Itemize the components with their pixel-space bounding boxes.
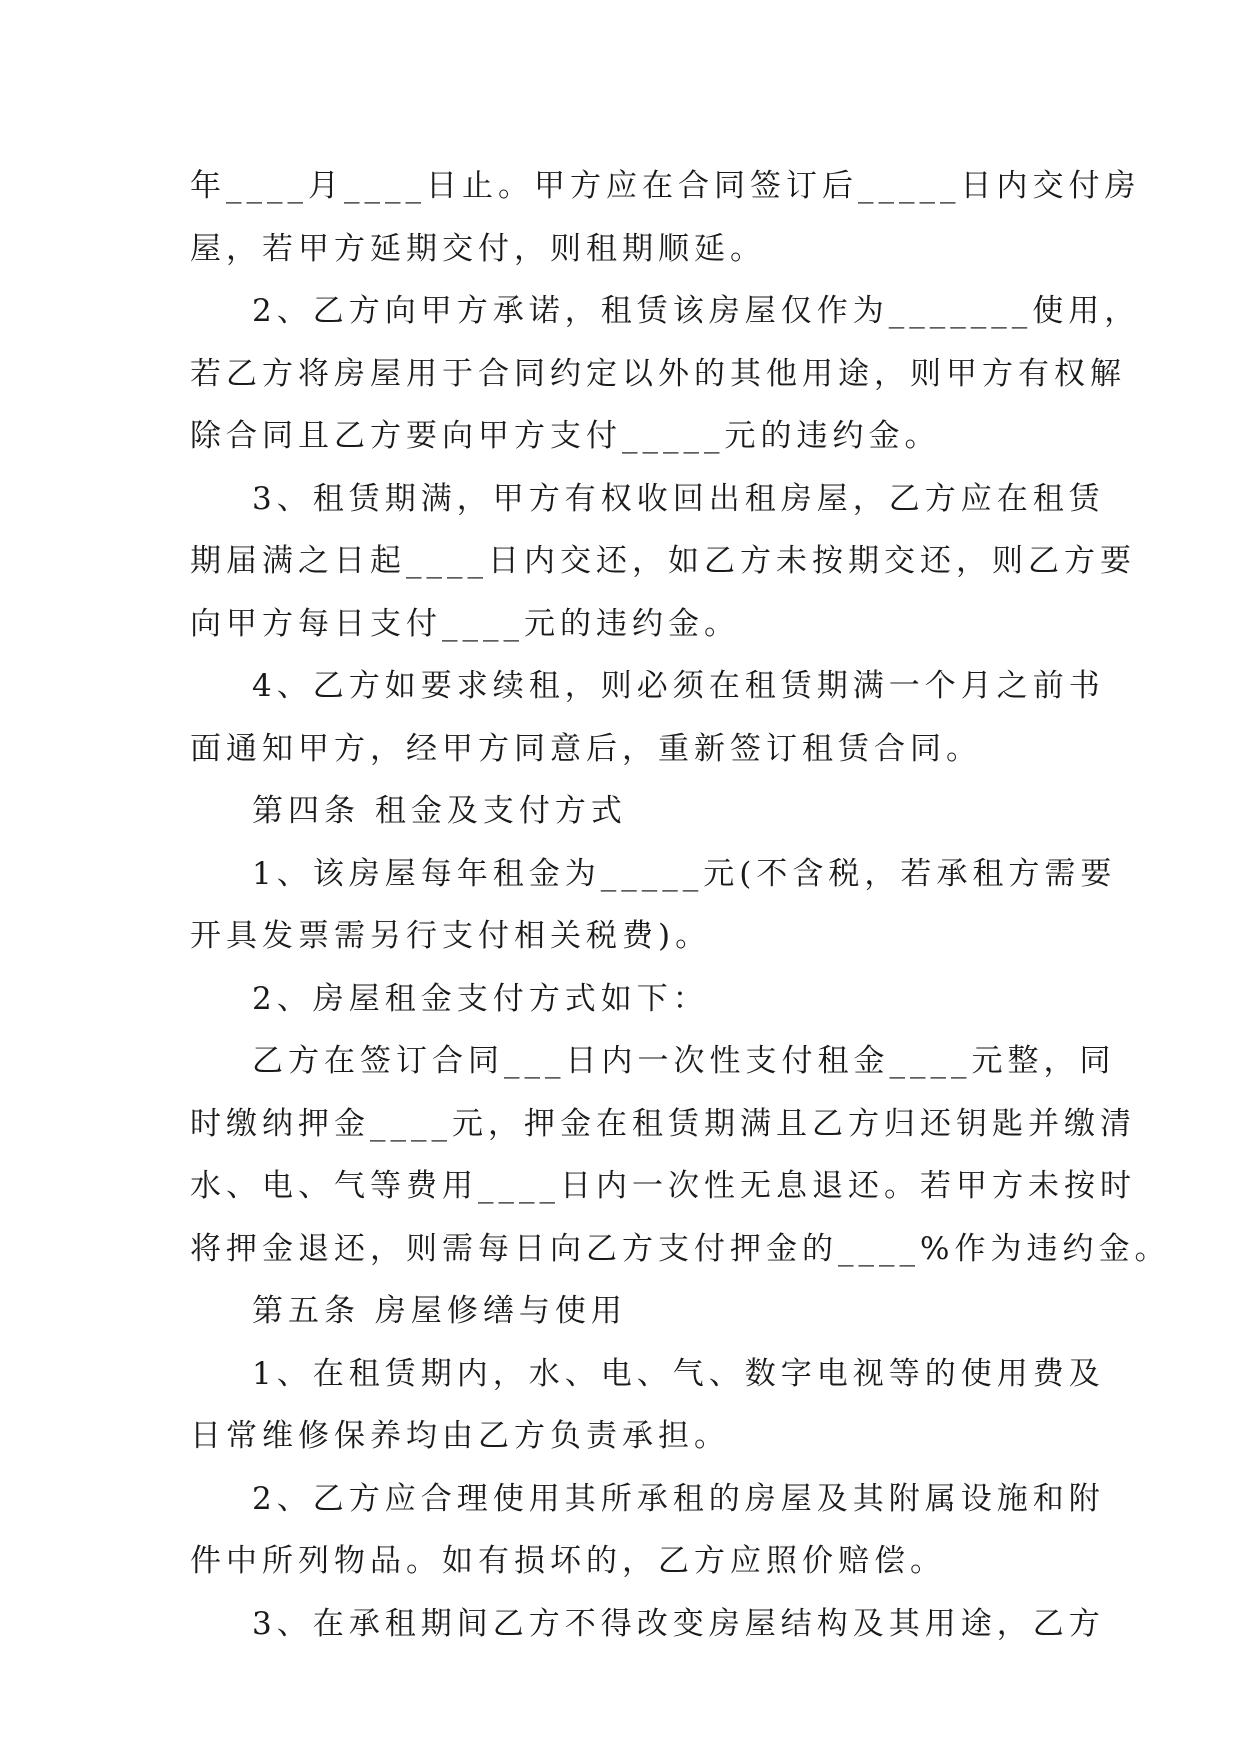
clause-line: 2、乙方向甲方承诺，租赁该房屋仅作为_______使用， [252, 293, 1141, 329]
text-line: 年____月____日止。甲方应在合同签订后_____日内交付房 [190, 168, 1141, 204]
clause-line: 乙方在签订合同___日内一次性支付租金____元整，同 [252, 1043, 1116, 1079]
text-line: 除合同且乙方要向甲方支付_____元的违约金。 [190, 418, 941, 454]
clause-line: 1、在租赁期内，水、电、气、数字电视等的使用费及 [252, 1355, 1105, 1392]
text-line: 若乙方将房屋用于合同约定以外的其他用途，则甲方有权解 [190, 355, 1126, 392]
text-line: 将押金退还，则需每日向乙方支付押金的____%作为违约金。 [190, 1230, 1171, 1267]
text-line: 面通知甲方，经甲方同意后，重新签订租赁合同。 [190, 730, 982, 767]
clause-line: 1、该房屋每年租金为_____元(不含税，若承租方需要 [252, 855, 1117, 892]
clause-line: 2、房屋租金支付方式如下： [252, 980, 709, 1017]
section-heading: 第四条 租金及支付方式 [252, 793, 627, 829]
section-heading: 第五条 房屋修缮与使用 [252, 1293, 627, 1329]
text-line: 开具发票需另行支付相关税费)。 [190, 918, 712, 954]
text-line: 日常维修保养均由乙方负责承担。 [190, 1418, 730, 1454]
clause-line: 4、乙方如要求续租，则必须在租赁期满一个月之前书 [252, 668, 1105, 704]
document-body [190, 155, 1171, 1655]
text-line: 时缴纳押金____元，押金在租赁期满且乙方归还钥匙并缴清 [190, 1105, 1136, 1142]
text-line: 水、电、气等费用____日内一次性无息退还。若甲方未按时 [190, 1168, 1136, 1204]
clause-line: 3、在承租期间乙方不得改变房屋结构及其用途，乙方 [252, 1605, 1105, 1642]
clause-line: 2、乙方应合理使用其所承租的房屋及其附属设施和附 [252, 1480, 1105, 1517]
text-line: 期届满之日起____日内交还，如乙方未按期交还，则乙方要 [190, 543, 1136, 579]
text-line: 向甲方每日支付____元的违约金。 [190, 605, 740, 642]
text-line: 屋，若甲方延期交付，则租期顺延。 [190, 230, 766, 267]
clause-line: 3、租赁期满，甲方有权收回出租房屋，乙方应在租赁 [252, 480, 1105, 517]
text-line: 件中所列物品。如有损坏的，乙方应照价赔偿。 [190, 1543, 946, 1579]
